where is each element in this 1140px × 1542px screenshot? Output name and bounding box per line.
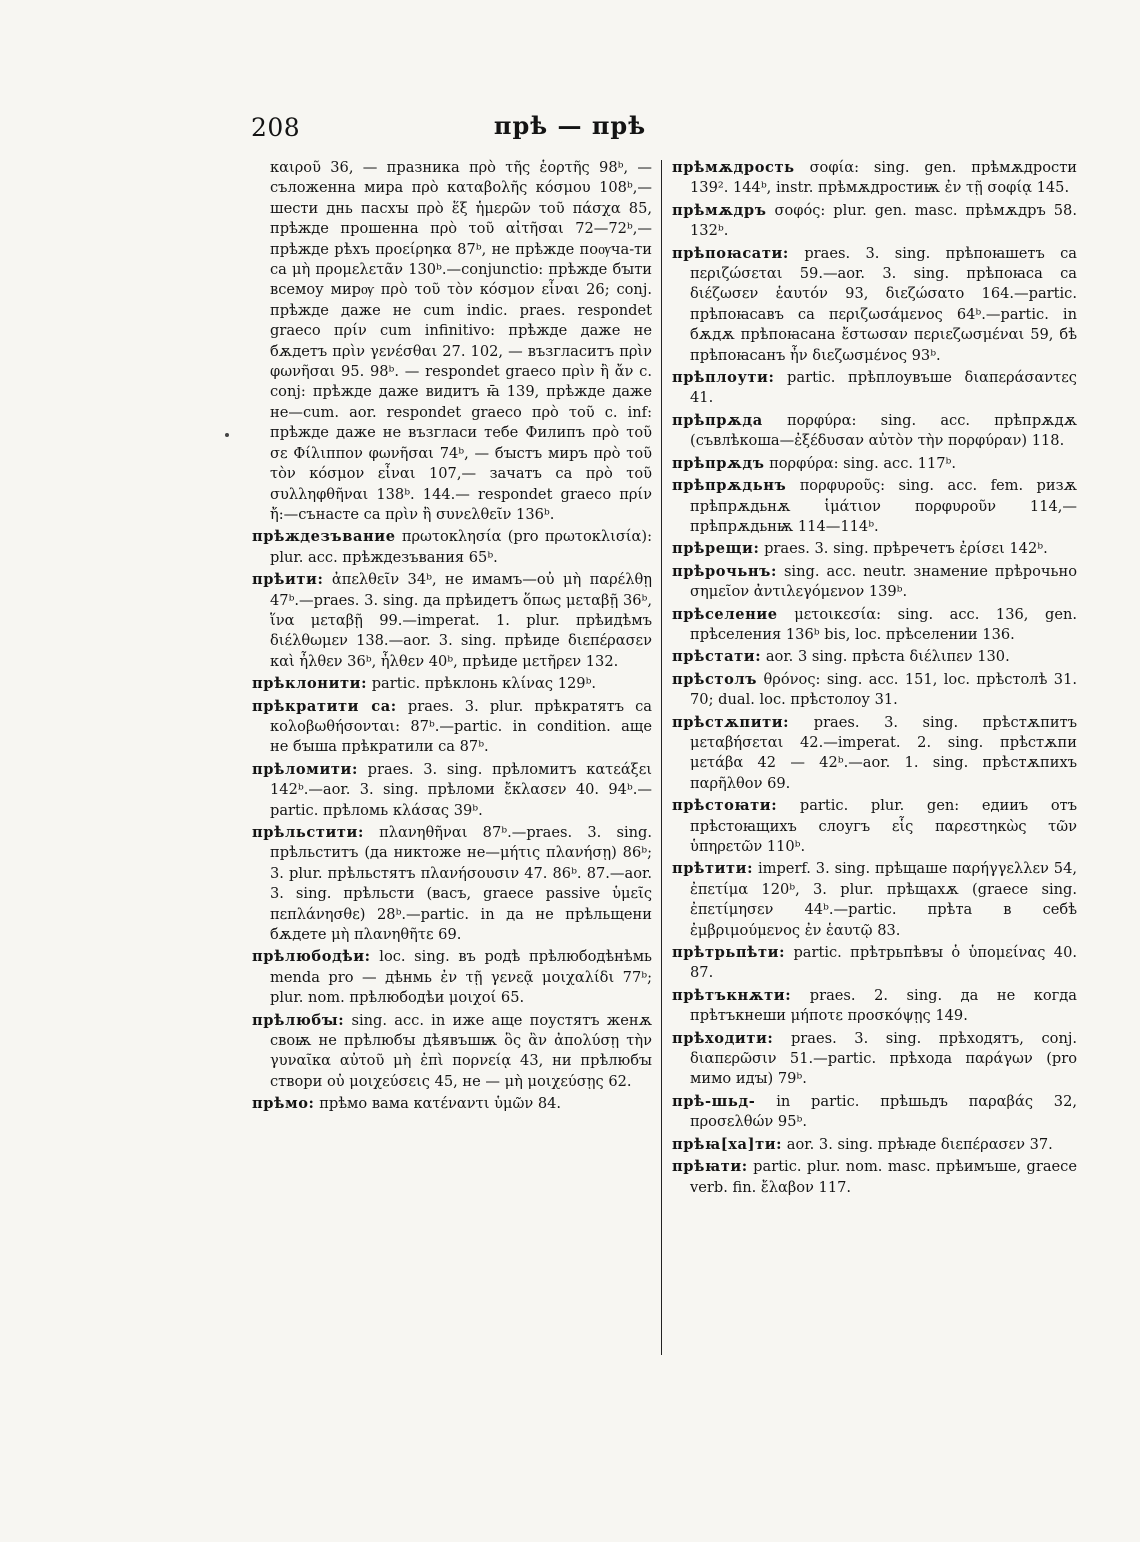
- entry-definition: πλανηθῆναι 87ᵇ.—praes. 3. sing. прѣльститъ (да никтоже не—μήτις πλανήσῃ) 86ᵇ; 3. plur. прѣльстятъ πλανήσουσιν 47. 86ᵇ. 87.—aor. 3. sing. прѣльсти (васъ, graece passive ὑμεῖς πεπλάνησθε) 28ᵇ.—partic. in да не прѣльщени бѫдете μὴ πλανηθῆτε 69.: [270, 824, 652, 944]
- entry-definition: θρόνος: sing. acc. 151, loc. прѣстолѣ 31. 70; dual. loc. прѣстолоу 31.: [690, 670, 1077, 709]
- entry-definition: partic. plur. nom. masc. прѣимъше, graece verb. fin. ἔλαβον 117.: [690, 1158, 1077, 1196]
- entry-headword: прѣломити:: [252, 760, 358, 778]
- entry-definition: partic. прѣплоувъше διαπεράσαντες 41.: [690, 369, 1077, 407]
- entry-headword: прѣтрьпѣти:: [672, 944, 786, 962]
- entry-definition: μετοικεσία: sing. acc. 136, gen. прѣселения 136ᵇ bis, loc. прѣселении 136.: [690, 605, 1077, 643]
- entry-definition: πορφυροῦς: sing. acc. fem. ризѫ прѣпрѫдьнѫ ἱμάτιον πορφυροῦν 114,—прѣпрѫдьнѭ 114—114ᵇ.: [690, 477, 1078, 535]
- entry-definition: partic. прѣтрьпѣвꙑ ὁ ὑπομείνας 40. 87.: [690, 944, 1077, 982]
- entry-headword: прѣплоути:: [672, 369, 775, 387]
- entry-definition: aor. 3. sing. прѣꙗде διεπέρασεν 37.: [786, 1135, 1053, 1153]
- entry-headword: прѣмо:: [252, 1095, 315, 1113]
- dictionary-entry: [252, 1011, 652, 1093]
- entry-definition: praes. 2. sing. да не когда прѣтъкнеши μήποτε προσκόψῃς 149.: [690, 986, 1077, 1025]
- dictionary-entry: [252, 674, 652, 694]
- entry-headword: прѣлюбꙑ:: [252, 1011, 345, 1029]
- entry-definition: imperf. 3. sing. прѣщаше παρήγγελλεν 54, ἐπετίμα 120ᵇ, 3. plur. прѣщахѫ (graece sing. ἐπετίμησεν 44ᵇ.—partic. прѣта в себѣ ἐμβριμούμενος ἐν ἑαυτῷ 83.: [690, 860, 1077, 939]
- dictionary-entry: [672, 796, 1077, 857]
- page-number: 208: [251, 113, 301, 142]
- entry-definition: praes. 3. sing. прѣходятъ, conj. διαπερῶσιν 51.—partic. прѣхода παράγων (pro мимо идꙑ) 79ᵇ.: [690, 1029, 1078, 1088]
- running-title: прѣ — прѣ: [493, 111, 647, 140]
- dictionary-entry: [252, 570, 652, 672]
- entry-definition: aor. 3 sing. прѣста διέλιπεν 130.: [765, 648, 1010, 666]
- column-divider: [661, 160, 662, 1355]
- dictionary-entry: [672, 411, 1077, 452]
- dictionary-entry: [672, 562, 1077, 603]
- entry-definition: καιροῦ 36, — празника πρὸ τῆς ἑορτῆς 98ᵇ, — съложенна мира πρὸ καταβολῆς κόσμου 108ᵇ,— шести днь пасхꙑ πρὸ ἕξ ἡμερῶν τοῦ πάσχα 85, прѣжде прошенна πρὸ τοῦ αἰτῆσαι 72—72ᵇ,— прѣжде рѣхъ προείρηκα 87ᵇ, не прѣжде поѹча-ти са μὴ προμελετᾶν 130ᵇ.—conjunctio: прѣжде бꙑти всемоу мирѹ πρὸ τοῦ τὸν κόσμον εἶναι 26; conj. прѣжде даже не cum indic. praes. respondet graeco πρίν cum infinitivo: прѣжде даже не бѫдетъ πρὶν γενέσθαι 27. 102, — възгласитъ πρὶν φωνῆσαι 95. 98ᵇ. — respondet graeco πρὶν ἢ ἄν c. conj: прѣжде даже видитъ ꙗ̄ 139, прѣжде даже не—cum. aor. respondet graeco πρὸ τοῦ c. inf: прѣжде даже не възгласи тебе Филипъ πρὸ τοῦ σε Φίλιππον φωνῆσαι 74ᵇ, — бꙑстъ миръ πρὸ τοῦ τὸν κόσμον εἶναι 107,— зачатъ са πρὸ τοῦ συλληφθῆναι 138ᵇ. 144.— respondet graeco πρίν ἤ:—сънасте са πρὶν ἢ συνελθεῖν 136ᵇ.: [270, 159, 652, 523]
- entry-headword: прѣселение: [672, 605, 778, 623]
- entry-headword: прѣрочьнъ:: [672, 562, 777, 580]
- dictionary-entry: [252, 697, 652, 758]
- dictionary-entry: [672, 158, 1077, 199]
- entry-headword: прѣ-шьд-: [672, 1092, 756, 1110]
- entry-headword: прѣꙗти:: [672, 1158, 748, 1176]
- dictionary-entry: [672, 943, 1077, 984]
- entry-definition: praes. 3. plur. прѣкратятъ са κολοβωθήσονται: 87ᵇ.—partic. in condition. аще не бꙑша прѣкратили са 87ᵇ.: [270, 697, 653, 756]
- left-column: [252, 158, 652, 1117]
- entry-headword: прѣстати:: [672, 648, 762, 666]
- dictionary-entry: [252, 158, 652, 525]
- entry-definition: praes. 3. sing. прѣречетъ ἐρίσει 142ᵇ.: [764, 540, 1048, 558]
- entry-headword: прѣмѫдрость: [672, 159, 795, 176]
- entry-definition: praes. 3. sing. прѣпоꙗшетъ са περιζώσεται 59.—aor. 3. sing. прѣпоꙗса са διέζωσεν ἑαυτόν 93, διεζώσατο 164.—partic. прѣпоꙗсавъ са περιζωσάμενος 64ᵇ.—partic. in бѫдѫ прѣпоꙗсана ἔστωσαν περιεζωσμέναι 59, бѣ прѣпоꙗсанъ ἦν διεζωσμένος 93ᵇ.: [690, 244, 1078, 364]
- dictionary-entry: [252, 527, 652, 568]
- dictionary-entry: [672, 1135, 1077, 1155]
- dictionary-entry: [252, 823, 652, 945]
- entry-headword: прѣити:: [252, 571, 324, 589]
- entry-definition: ἀπελθεῖν 34ᵇ, не имамъ—οὐ μὴ παρέλθῃ 47ᵇ.—praes. 3. sing. да прѣидетъ ὅπως μεταβῇ 36ᵇ, ἵνα μεταβῇ 99.—imperat. 1. plur. прѣидѣмъ διέλθωμεν 138.—aor. 3. sing. прѣиде διεπέρασεν καὶ ἦλθεν 36ᵇ, ἦλθεν 40ᵇ, прѣиде μετῆρεν 132.: [270, 571, 653, 670]
- entry-headword: прѣпоꙗсати:: [672, 244, 789, 262]
- dictionary-entry: [672, 605, 1077, 646]
- entry-headword: прѣждезъвание: [252, 528, 396, 546]
- dictionary-entry: [672, 201, 1077, 242]
- entry-headword: прѣходити:: [672, 1029, 774, 1047]
- right-column: [672, 158, 1077, 1200]
- entry-definition: praes. 3. sing. прѣломитъ κατεάξει 142ᵇ.—aor. 3. sing. прѣломи ἔκλασεν 40. 94ᵇ.— partic. прѣломь κλάσας 39ᵇ.: [270, 760, 652, 819]
- dictionary-entry: [672, 670, 1077, 711]
- entry-headword: прѣпрѫдъ: [672, 454, 765, 472]
- entry-headword: прѣꙗ[ха]ти:: [672, 1135, 783, 1153]
- entry-headword: прѣрещи:: [672, 540, 760, 558]
- dictionary-entry: [672, 476, 1077, 537]
- entry-headword: прѣльстити:: [252, 824, 364, 841]
- dictionary-entry: [252, 947, 652, 1008]
- entry-headword: прѣтъкнѫти:: [672, 986, 792, 1004]
- entry-definition: прѣмо вама κατέναντι ὑμῶν 84.: [319, 1095, 562, 1113]
- dictionary-entry: [672, 1092, 1077, 1133]
- margin-dot: [225, 433, 229, 437]
- entry-headword: прѣтити:: [672, 860, 754, 878]
- dictionary-entry: [672, 454, 1077, 474]
- entry-headword: прѣмѫдръ: [672, 201, 767, 219]
- entry-definition: σοφία: sing. gen. прѣмѫдрости 139². 144ᵇ, instr. прѣмѫдростиѭ ἐν τῇ σοφίᾳ 145.: [690, 159, 1078, 197]
- entry-definition: praes. 3. sing. прѣстѫпитъ μεταβήσεται 42.—imperat. 2. sing. прѣстѫпи μετάβα 42 — 42ᵇ.—aor. 1. sing. прѣстѫпихъ παρῆλθον 69.: [690, 713, 1078, 792]
- entry-headword: прѣпрѫдьнъ: [672, 477, 787, 495]
- dictionary-entry: [672, 1157, 1077, 1198]
- entry-definition: πορφύρα: sing. acc. прѣпрѫдѫ (съвлѣкоша—ἐξέδυσαν αὐτὸν τὴν πορφύραν) 118.: [690, 411, 1078, 450]
- dictionary-entry: [672, 368, 1077, 409]
- entry-headword: прѣлюбодѣи:: [252, 948, 371, 966]
- entry-headword: прѣкратити са:: [252, 697, 397, 715]
- entry-headword: прѣклонити:: [252, 675, 368, 693]
- dictionary-entry: [672, 647, 1077, 667]
- entry-definition: partic. plur. gen: едииъ отъ прѣстоꙗщихъ слоугъ εἷς παρεστηκὼς τῶν ὑπηρετῶν 110ᵇ.: [690, 797, 1078, 855]
- dictionary-entry: [252, 1094, 652, 1114]
- entry-definition: sing. acc. in иже аще поустятъ женѫ своѭ не прѣлюбꙑ дѣявъшѭ ὃς ἂν ἀπολύσῃ τὴν γυναῖκα αὐτοῦ μὴ ἐπὶ πορνείᾳ 43, ни прѣлюбꙑ створи οὐ μοιχεύσεις 45, не — μὴ μοιχεύσῃς 62.: [270, 1011, 652, 1090]
- entry-definition: πορφύρα: sing. acc. 117ᵇ.: [769, 454, 957, 472]
- dictionary-entry: [672, 539, 1077, 559]
- entry-headword: прѣстолъ: [672, 670, 758, 688]
- dictionary-entry: [252, 760, 652, 821]
- dictionary-entry: [672, 986, 1077, 1027]
- entry-headword: прѣпрѫда: [672, 411, 763, 429]
- entry-definition: πρωτοκλησία (pro πρωτοκλισία): plur. acc. прѣждезъвания 65ᵇ.: [270, 528, 652, 566]
- entry-definition: in partic. прѣшьдъ παραβάς 32, προσελθών 95ᵇ.: [690, 1092, 1077, 1131]
- entry-headword: прѣстѫпити:: [672, 713, 790, 731]
- entry-definition: loc. sing. въ родѣ прѣлюбодѣнѣмь menda pro — дѣнмь ἐν τῇ γενεᾷ μοιχαλίδι 77ᵇ; plur. nom. прѣлюбодѣи μοιχοί 65.: [270, 948, 652, 1007]
- dictionary-entry: [672, 713, 1077, 795]
- entry-definition: sing. acc. neutr. знамение прѣрочьно σημεῖον ἀντιλεγόμενον 139ᵇ.: [690, 562, 1077, 601]
- entry-definition: partic. прѣклонь κλίνας 129ᵇ.: [371, 675, 597, 693]
- entry-definition: σοφός: plur. gen. masc. прѣмѫдръ 58. 132ᵇ.: [690, 201, 1077, 240]
- dictionary-entry: [672, 859, 1077, 941]
- dictionary-entry: [672, 244, 1077, 366]
- entry-headword: прѣстоꙗти:: [672, 797, 778, 815]
- dictionary-entry: [672, 1029, 1077, 1090]
